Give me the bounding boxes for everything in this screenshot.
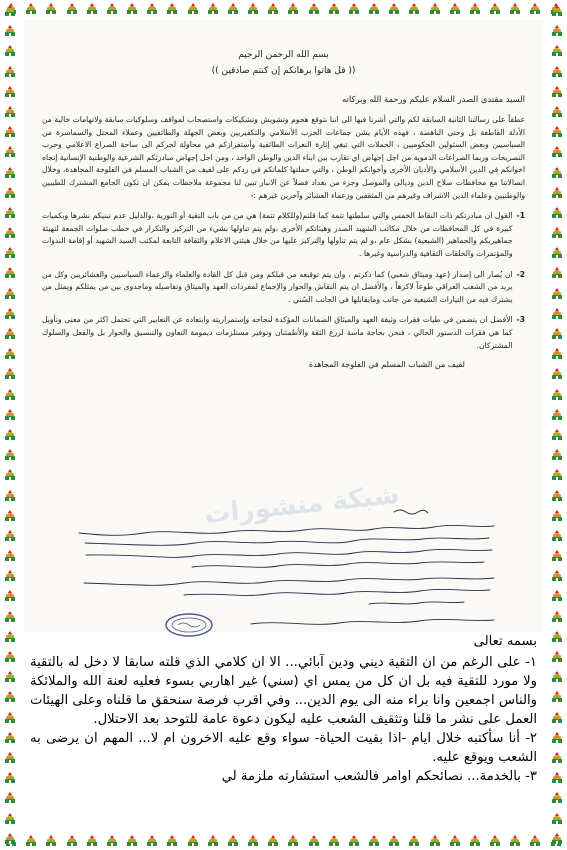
palm-dome-motif-icon — [3, 448, 17, 462]
scanned-letter — [24, 20, 543, 632]
palm-dome-motif-icon — [3, 791, 17, 805]
transcript-line: ٢- أنا سأكتبه خلال ايام -اذا بقيت الحياة- سواء وقع عليه الاخرون ام لا... المهم ان يرضى به الشعب ويوقع عليه. — [30, 731, 537, 765]
palm-dome-motif-icon — [327, 2, 341, 16]
palm-dome-motif-icon — [3, 630, 17, 644]
palm-dome-motif-icon — [550, 690, 564, 704]
palm-dome-motif-icon — [24, 834, 38, 848]
palm-dome-motif-icon — [3, 589, 17, 603]
quran-verse: (( قل هاتوا برهانكم إن كنتم صادقين )) — [211, 66, 356, 76]
palm-dome-motif-icon — [550, 448, 564, 462]
palm-dome-motif-icon — [448, 834, 462, 848]
palm-dome-motif-icon — [105, 2, 119, 16]
palm-dome-motif-icon — [3, 44, 17, 58]
palm-dome-motif-icon — [85, 834, 99, 848]
transcript-heading: بسمه تعالى — [473, 634, 537, 649]
palm-dome-motif-icon — [3, 307, 17, 321]
palm-dome-motif-icon — [550, 529, 564, 543]
palm-dome-motif-icon — [550, 489, 564, 503]
palm-dome-motif-icon — [165, 834, 179, 848]
palm-dome-motif-icon — [550, 166, 564, 180]
palm-dome-motif-icon — [367, 834, 381, 848]
palm-dome-motif-icon — [3, 367, 17, 381]
palm-dome-motif-icon — [307, 2, 321, 16]
palm-dome-motif-icon — [508, 2, 522, 16]
palm-dome-motif-icon — [3, 670, 17, 684]
palm-dome-motif-icon — [428, 834, 442, 848]
palm-dome-motif-icon — [286, 834, 300, 848]
palm-dome-motif-icon — [387, 2, 401, 16]
transcript-line: ١- على الرغم من ان التقية ديني ودين آبائي... الا ان كلامي الذي قلته سابقا لا دخل له بالتقية ولا مورد للتقية فيه بل ان كل من يمس اي (سني) غير اهاربي بسوء فعليه لعنة الله والملائكة والناس اجمعين وانا براء منه الى يوم الدين... وفي اقرب فرصة سنحقق ما قلناه وعلى الهيئات العمل على نشر ما قلنا وتثقيف الشعب عليه ليكون دعوة عامة للتوحد بعد الاحتلال. — [30, 655, 537, 727]
palm-dome-motif-icon — [550, 206, 564, 220]
item-text: الأفضل ان يتضمن في طيات فقرات وثيقة العهد والميثاق الضمانات المؤكدة لنجاحه وإستمراريته وابتعاده عن التعابير التي تحتمل اكثر من معنى وتأويل كما هي فقرات الدستور الحالي ، فنحن بحاجة ماسة لزرع الثقة والأطمئنان وتوفير مستلزمات ديمومة التعاون والتنسيق والحوار بل والفعل والسلوك المشتركان. — [42, 315, 513, 350]
palm-dome-motif-icon — [3, 327, 17, 341]
item-number: 3- — [516, 315, 525, 325]
palm-dome-motif-icon — [3, 105, 17, 119]
palm-dome-motif-icon — [165, 2, 179, 16]
border-bottom — [0, 832, 567, 850]
transcribed-reply — [30, 632, 537, 786]
palm-dome-motif-icon — [3, 145, 17, 159]
palm-dome-motif-icon — [550, 650, 564, 664]
palm-dome-motif-icon — [3, 428, 17, 442]
item-number: 2- — [516, 269, 525, 279]
border-top — [0, 0, 567, 18]
palm-dome-motif-icon — [550, 388, 564, 402]
palm-dome-motif-icon — [3, 246, 17, 260]
watermark: شبكة منشورات — [202, 479, 401, 531]
palm-dome-motif-icon — [367, 2, 381, 16]
palm-dome-motif-icon — [550, 4, 564, 18]
palm-dome-motif-icon — [550, 589, 564, 603]
palm-dome-motif-icon — [550, 751, 564, 765]
palm-dome-motif-icon — [3, 832, 17, 846]
basmala: بسم الله الرحمن الرحيم — [238, 50, 329, 60]
signature-line: لفيف من الشباب المسلم في الفلوجة المجاهدة — [308, 360, 465, 370]
palm-dome-motif-icon — [550, 832, 564, 846]
palm-dome-motif-icon — [3, 408, 17, 422]
palm-dome-motif-icon — [3, 24, 17, 38]
palm-dome-motif-icon — [550, 347, 564, 361]
palm-dome-motif-icon — [186, 834, 200, 848]
palm-dome-motif-icon — [550, 266, 564, 280]
palm-dome-motif-icon — [3, 85, 17, 99]
palm-dome-motif-icon — [550, 246, 564, 260]
palm-dome-motif-icon — [3, 468, 17, 482]
palm-dome-motif-icon — [266, 834, 280, 848]
palm-dome-motif-icon — [145, 834, 159, 848]
palm-dome-motif-icon — [24, 2, 38, 16]
palm-dome-motif-icon — [550, 24, 564, 38]
palm-dome-motif-icon — [550, 186, 564, 200]
palm-dome-motif-icon — [3, 287, 17, 301]
palm-dome-motif-icon — [327, 834, 341, 848]
palm-dome-motif-icon — [3, 771, 17, 785]
palm-dome-motif-icon — [550, 670, 564, 684]
palm-dome-motif-icon — [3, 226, 17, 240]
item-text: القول ان مبادرتكم ذات النقاط الخمس والتي سلطتها تتمة كما قلتم(وللكلام تتمة) هي من من باب التقية أو التورية ،والدليل عدم تبنيكم نشرها وبكميات كبيرة في كل المحافظات من خلال مكاتب الشهيد الصدر وهيئاتكم الأخرى ،ولم يتم تناولها بشيء من التركيز والتكرار في خطب صلوات الجمعة لتهيئة جماهيريكم والجماهير (الشيعية) بشكل عام ،و لم يتم تناولها والتركيز عليها من خلال هيئتي الاعلام والثقافة التابعة لمكتب السيد الشهيد أو إقامة الندوات والمؤتمرات والحلقات الثقافية والدراسية وغيرها . — [42, 211, 513, 258]
palm-dome-motif-icon — [528, 834, 542, 848]
palm-dome-motif-icon — [550, 428, 564, 442]
palm-dome-motif-icon — [3, 125, 17, 139]
palm-dome-motif-icon — [3, 731, 17, 745]
palm-dome-motif-icon — [3, 751, 17, 765]
palm-dome-motif-icon — [550, 125, 564, 139]
border-left — [0, 0, 20, 850]
letter-body — [42, 50, 525, 369]
palm-dome-motif-icon — [65, 834, 79, 848]
item-number: 1- — [516, 211, 525, 221]
palm-dome-motif-icon — [550, 105, 564, 119]
palm-dome-motif-icon — [550, 226, 564, 240]
palm-dome-motif-icon — [550, 509, 564, 523]
palm-dome-motif-icon — [3, 812, 17, 826]
palm-dome-motif-icon — [468, 2, 482, 16]
palm-dome-motif-icon — [488, 834, 502, 848]
palm-dome-motif-icon — [3, 266, 17, 280]
palm-dome-motif-icon — [125, 2, 139, 16]
palm-dome-motif-icon — [65, 2, 79, 16]
palm-dome-motif-icon — [206, 834, 220, 848]
palm-dome-motif-icon — [266, 2, 280, 16]
palm-dome-motif-icon — [3, 186, 17, 200]
palm-dome-motif-icon — [206, 2, 220, 16]
list-item — [42, 210, 525, 260]
palm-dome-motif-icon — [3, 650, 17, 664]
palm-dome-motif-icon — [3, 388, 17, 402]
palm-dome-motif-icon — [246, 834, 260, 848]
palm-dome-motif-icon — [550, 367, 564, 381]
palm-dome-motif-icon — [347, 834, 361, 848]
list-item — [42, 269, 525, 307]
palm-dome-motif-icon — [550, 145, 564, 159]
palm-dome-motif-icon — [125, 834, 139, 848]
palm-dome-motif-icon — [550, 307, 564, 321]
palm-dome-motif-icon — [488, 2, 502, 16]
palm-dome-motif-icon — [550, 44, 564, 58]
palm-dome-motif-icon — [3, 711, 17, 725]
palm-dome-motif-icon — [387, 834, 401, 848]
palm-dome-motif-icon — [550, 630, 564, 644]
intro-paragraph: عطفاً على رسالتنا الثانية السابقة لكم والتي أشرنا فيها الى اننا نتوقع هجوم وتشويش وتشكيكات واستصحاب لمواقف وسلوكيات سابقة ولاتهامات خالية من الأدلة القاطعة بل وحتى الناهضة ، فهذه الأيام يشن جماعات الحزب الأسلامي والتكفيريين وبعض الجهلة والطائفيين وعملاء المحتل والسماسرة من السياسيين وبعض السئولين الحكوميين ، الحملات التي تبغي إثارة النعرات الطائفية وأستفزازكم في محاولة لجركم الى ساحة الصراع الاعلامي وحرب التصريحات وربما الصراعات الدموية من اجل إجهاض اي تقارب بين ابناء الدين والوطن الواحد ، ومن اجل إجهاض مبادرتكم الشرعية والوطنية الإنسانية إتجاه اخوانكم في الدين الأسلامي والأديان الأخرى وأخوانكم الوطن ، والتي حملتها كلماتكم في ردكم على لفيف من الشباب المسلم في الفلوجة المجاهدة، وخلال اتصالاتنا مع محافظات صلاح الدين وديالى والموصل وجزء من بغداد فضلاً عن الانبار تبين لنا مجموعة ملاحظات يمكن ان تكون الجامع المشترك للطيبين والوطنيين وعلماء الدين الاشراف وغيرهم من المثقفين وزعماء العشائر وآخرين غيرهم :- — [42, 115, 525, 200]
palm-dome-motif-icon — [3, 610, 17, 624]
palm-dome-motif-icon — [550, 408, 564, 422]
palm-dome-motif-icon — [3, 4, 17, 18]
palm-dome-motif-icon — [550, 65, 564, 79]
list-item — [42, 314, 525, 352]
palm-dome-motif-icon — [3, 529, 17, 543]
palm-dome-motif-icon — [85, 2, 99, 16]
palm-dome-motif-icon — [550, 549, 564, 563]
palm-dome-motif-icon — [145, 2, 159, 16]
palm-dome-motif-icon — [550, 791, 564, 805]
palm-dome-motif-icon — [3, 206, 17, 220]
palm-dome-motif-icon — [468, 834, 482, 848]
palm-dome-motif-icon — [407, 2, 421, 16]
greeting: السيد مقتدى الصدر السلام عليكم ورحمة الله وبركاته — [342, 94, 525, 104]
palm-dome-motif-icon — [448, 2, 462, 16]
palm-dome-motif-icon — [307, 834, 321, 848]
palm-dome-motif-icon — [3, 489, 17, 503]
palm-dome-motif-icon — [550, 771, 564, 785]
palm-dome-motif-icon — [286, 2, 300, 16]
palm-dome-motif-icon — [44, 2, 58, 16]
palm-dome-motif-icon — [528, 2, 542, 16]
palm-dome-motif-icon — [3, 347, 17, 361]
handwritten-reply-image — [64, 502, 514, 632]
palm-dome-motif-icon — [226, 2, 240, 16]
palm-dome-motif-icon — [3, 569, 17, 583]
palm-dome-motif-icon — [550, 711, 564, 725]
palm-dome-motif-icon — [550, 569, 564, 583]
palm-dome-motif-icon — [508, 834, 522, 848]
transcript-line: ٣- بالخدمة... نصائحكم اوامر فالشعب استشارته ملزمة لي — [221, 769, 537, 784]
palm-dome-motif-icon — [550, 85, 564, 99]
palm-dome-motif-icon — [246, 2, 260, 16]
palm-dome-motif-icon — [550, 610, 564, 624]
palm-dome-motif-icon — [105, 834, 119, 848]
palm-dome-motif-icon — [3, 509, 17, 523]
palm-dome-motif-icon — [186, 2, 200, 16]
palm-dome-motif-icon — [44, 834, 58, 848]
palm-dome-motif-icon — [3, 549, 17, 563]
palm-dome-motif-icon — [550, 812, 564, 826]
palm-dome-motif-icon — [226, 834, 240, 848]
palm-dome-motif-icon — [550, 468, 564, 482]
palm-dome-motif-icon — [3, 65, 17, 79]
palm-dome-motif-icon — [3, 166, 17, 180]
palm-dome-motif-icon — [550, 287, 564, 301]
item-text: ان يُصار الى إصدار (عهد وميثاق شعبي) كما ذكرتم ، وان يتم توقيعه من قبلكم ومن قبل كل القادة والعلماء والزعماء السياسيين والعشائريين وكل من يريد من الشعب العراقي طوعاً لاكرهاً ، والأفضل ان يتم النقاش والحوار والإجماع لمفردات العهد والميثاق وتفاصيله وماجدوى بين من يمثلكم ويمثل من يشترك فيه من التيارات الشيعية من جانب ومايقابلها في الجانب السُني . — [42, 269, 513, 304]
palm-dome-motif-icon — [428, 2, 442, 16]
palm-dome-motif-icon — [3, 690, 17, 704]
palm-dome-motif-icon — [550, 327, 564, 341]
border-right — [547, 0, 567, 850]
palm-dome-motif-icon — [550, 731, 564, 745]
palm-dome-motif-icon — [347, 2, 361, 16]
palm-dome-motif-icon — [407, 834, 421, 848]
